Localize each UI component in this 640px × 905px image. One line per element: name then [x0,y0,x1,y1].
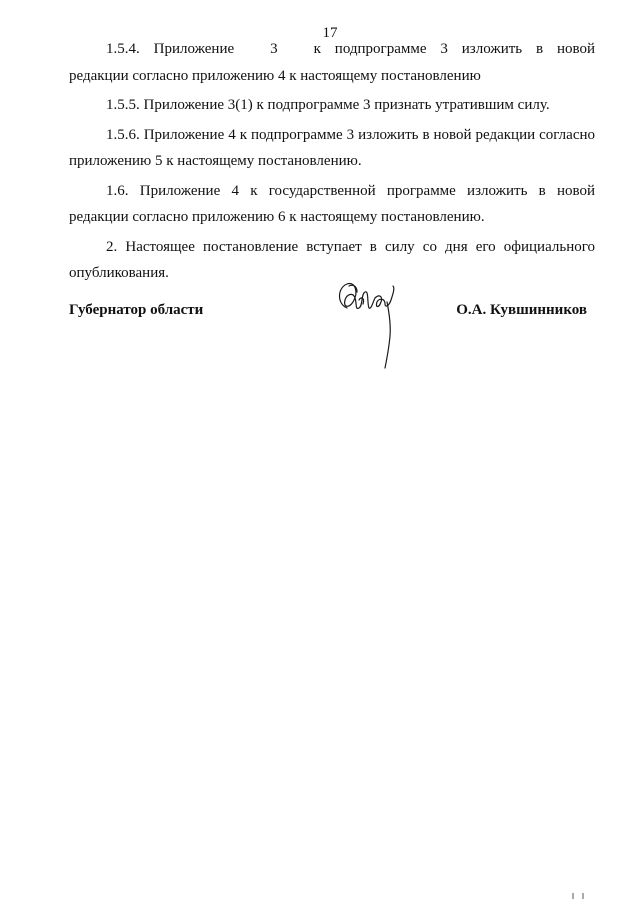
paragraph-lead: 1.5.4. Приложение [106,41,235,57]
handwritten-signature [333,278,403,370]
paragraph-1-5-5: 1.5.5. Приложение 3(1) к подпрограмме 3 признать утратившим силу. [106,97,550,113]
page-number: 17 [322,25,338,41]
paragraph-number: 3 [270,41,278,57]
signature-block [69,300,595,380]
paragraph-2: 2. Настоящее постановление вступает в силу со дня его официального опубликования. [69,238,595,281]
paragraph-1-6: 1.6. Приложение 4 к государственной программе изложить в новой редакции согласно приложению 6 к настоящему постановлению. [69,182,595,225]
document-body [69,36,595,287]
paragraph-rest: к подпрограмме 3 изложить в новой редакции согласно приложению 4 к настоящему постановлению [69,41,595,84]
scan-marks [570,892,588,900]
paragraph-1-5-6: 1.5.6. Приложение 4 к подпрограмме 3 изложить в новой редакции согласно приложению 5 к настоящему постановлению. [69,126,595,169]
signatory-name: О.А. Кувшинников [456,302,587,318]
signatory-position: Губернатор области [69,302,204,318]
paragraph-1-5-4 [69,36,595,89]
